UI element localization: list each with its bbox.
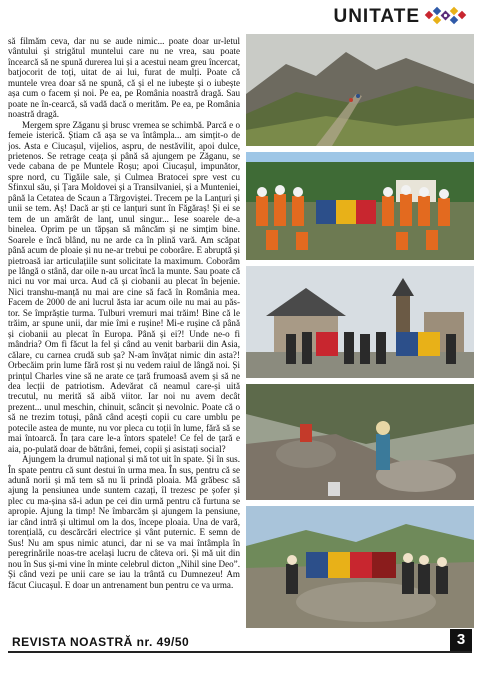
folk-motif-emblem-icon [424,4,470,28]
photo-group-with-flag [246,152,474,260]
photo-summit-group [246,506,474,628]
footer-divider [8,651,472,653]
magazine-brand: UNITATE [333,6,420,27]
page-header [0,0,480,30]
article-paragraph: Mergem spre Zăganu și brusc vremea se schimbă. Parcă e o femeie isterică. Știam că așa se va întâmpla... am simțit-o de jos. Asta e Ciucașul, vijelios, aspru, de nestăvilit, apoi dulce, prietenos. Se retrage ceața și până să ajungem pe Zăganu, se vede cabana de pe Muntele Roșu; apoi Ciucașul, impunător, spre nord, cu Tigăile sale, și Culmea Bratocei spre vest cu Sfinxul său, și Țara Moldovei și a Transilvaniei, și a Munteniei, până la Cetatea de Scaun a Târgoviștei. Trecem pe la Lanțuri și unii se tem. Aș! Dacă ar ști ce lanțuri sunt în Făgăraș! Și ei se tem de un amărât de lanț, unul singur... Iese soarele de-a binelea. Oprim pe un tăpșan să mâncăm și ne simțim bine. Soarele e încă blând, nu ne arde ca în plină vară. Am scăpat până acum de ploaie și nu ne-ar trebui pe coborâre. E abruptă și pietroasă iar articulațiile sunt solicitate la maximum. Coborâm pe lângă o stână, dar oile n-au urcat încă la munte. Sau poate că nici nu vor mai urca. Aud că și ciobanii au plecat în bejenie. Nici transhu-manță nu mai are cine să facă în România mea. Facem de 2000 de ani lucrul ăsta iar acum oile nu mai au păs-tor. Se împrăștie turma. Tulburi vremuri mai trăim! Bine că le trăim, ar spune unii, dar mie îmi e rușine! Mi-e rușine că până și ciobanii au plecat în Europa. Până și ei?! Unde ne-o fi mândria? Om fi făcut la fel și când au venit barbarii din Asia, călare, cu carnea crudă sub șa? N-am învățat nimic din asta?! Orbecăim prin lume fără rost și nu vedem raiul de lângă noi. Și prințul Charles vine să ne arate ce țară frumoasă avem și să ne dea lecții de patriotism. Adevărat că neamul care-și uită trecutul, nu merită să aibă viitor. Iar noi nu avem decât prezent... unul meschin, chinuit, scâncit și nevolnic. Poate că o să ne trezim totuși, până când acești copii cu care umblu pe potecile astea de munte, nu vor pleca cu toții în lume, fără să se mai întoarcă. În țara care le-a întors spatele! Ce fel de țară e aia, po-pulată doar de bătrâni, femei, copii și asistați social? [8,119,240,454]
article-text-column [8,36,240,626]
photo-rocky-trail [246,384,474,500]
photo-mountain-ridge [246,34,474,146]
footer-magazine-title: REVISTA NOASTRĂ nr. 49/50 [12,635,190,649]
photo-church-group [246,266,474,378]
page-footer [0,629,480,679]
photo-column [246,34,474,630]
article-paragraph: Ajungem la drumul național și mă tot uit în spate. Și în sus. În spate pentru că sunt destui în urma mea. În sus, pentru că se adună norii și mă tem să nu îi prindă ploaia. Mă grăbesc să ajung la pensiunea unde suntem cazați, îl trezesc pe șofer și plec cu ma-șina să-i adun pe cei din urmă pentru că furtuna se apropie. Ajung la timp! Ne îmbarcăm și ajungem la pensiune, iar când intră și ultimul om la dos, începe ploaia. Una de vară, torențială, cu descărcări electrice și vânt puternic. E semn de Sus! Nu am spus nimic atunci, dar ni se va mai întâmpla în peregrinările noas-tre același lucru de câteva ori. Și mă uit din nou în Sus și-mi vine în minte celebrul dicton „Nihil sine Deo”. Și când vezi pe unii care se iau la trântă cu Dumnezeu! Am făcut Ciucașul. E doar un antrenament bun pentru ce va urma. [8,454,240,590]
page-number: 3 [450,629,472,651]
article-paragraph: să filmăm ceva, dar nu se aude nimic... poate doar ur-letul vântului și strigătul muntelui care nu ne vrea, sau poate încearcă să ne spună durerea lui și a acestui neam greu încercat, batjocorit de toți, uitat de ai lui, furat de mulți. Poate că muntele vrea doar să ne spună, că și el ne iubește și o iubește așa cum o facem și noi. Pe ea, pe România noastră dragă. Sau poate ne în-cearcă, să vadă dacă o merităm. Pe ea, pe România noastră dragă. [8,36,240,120]
